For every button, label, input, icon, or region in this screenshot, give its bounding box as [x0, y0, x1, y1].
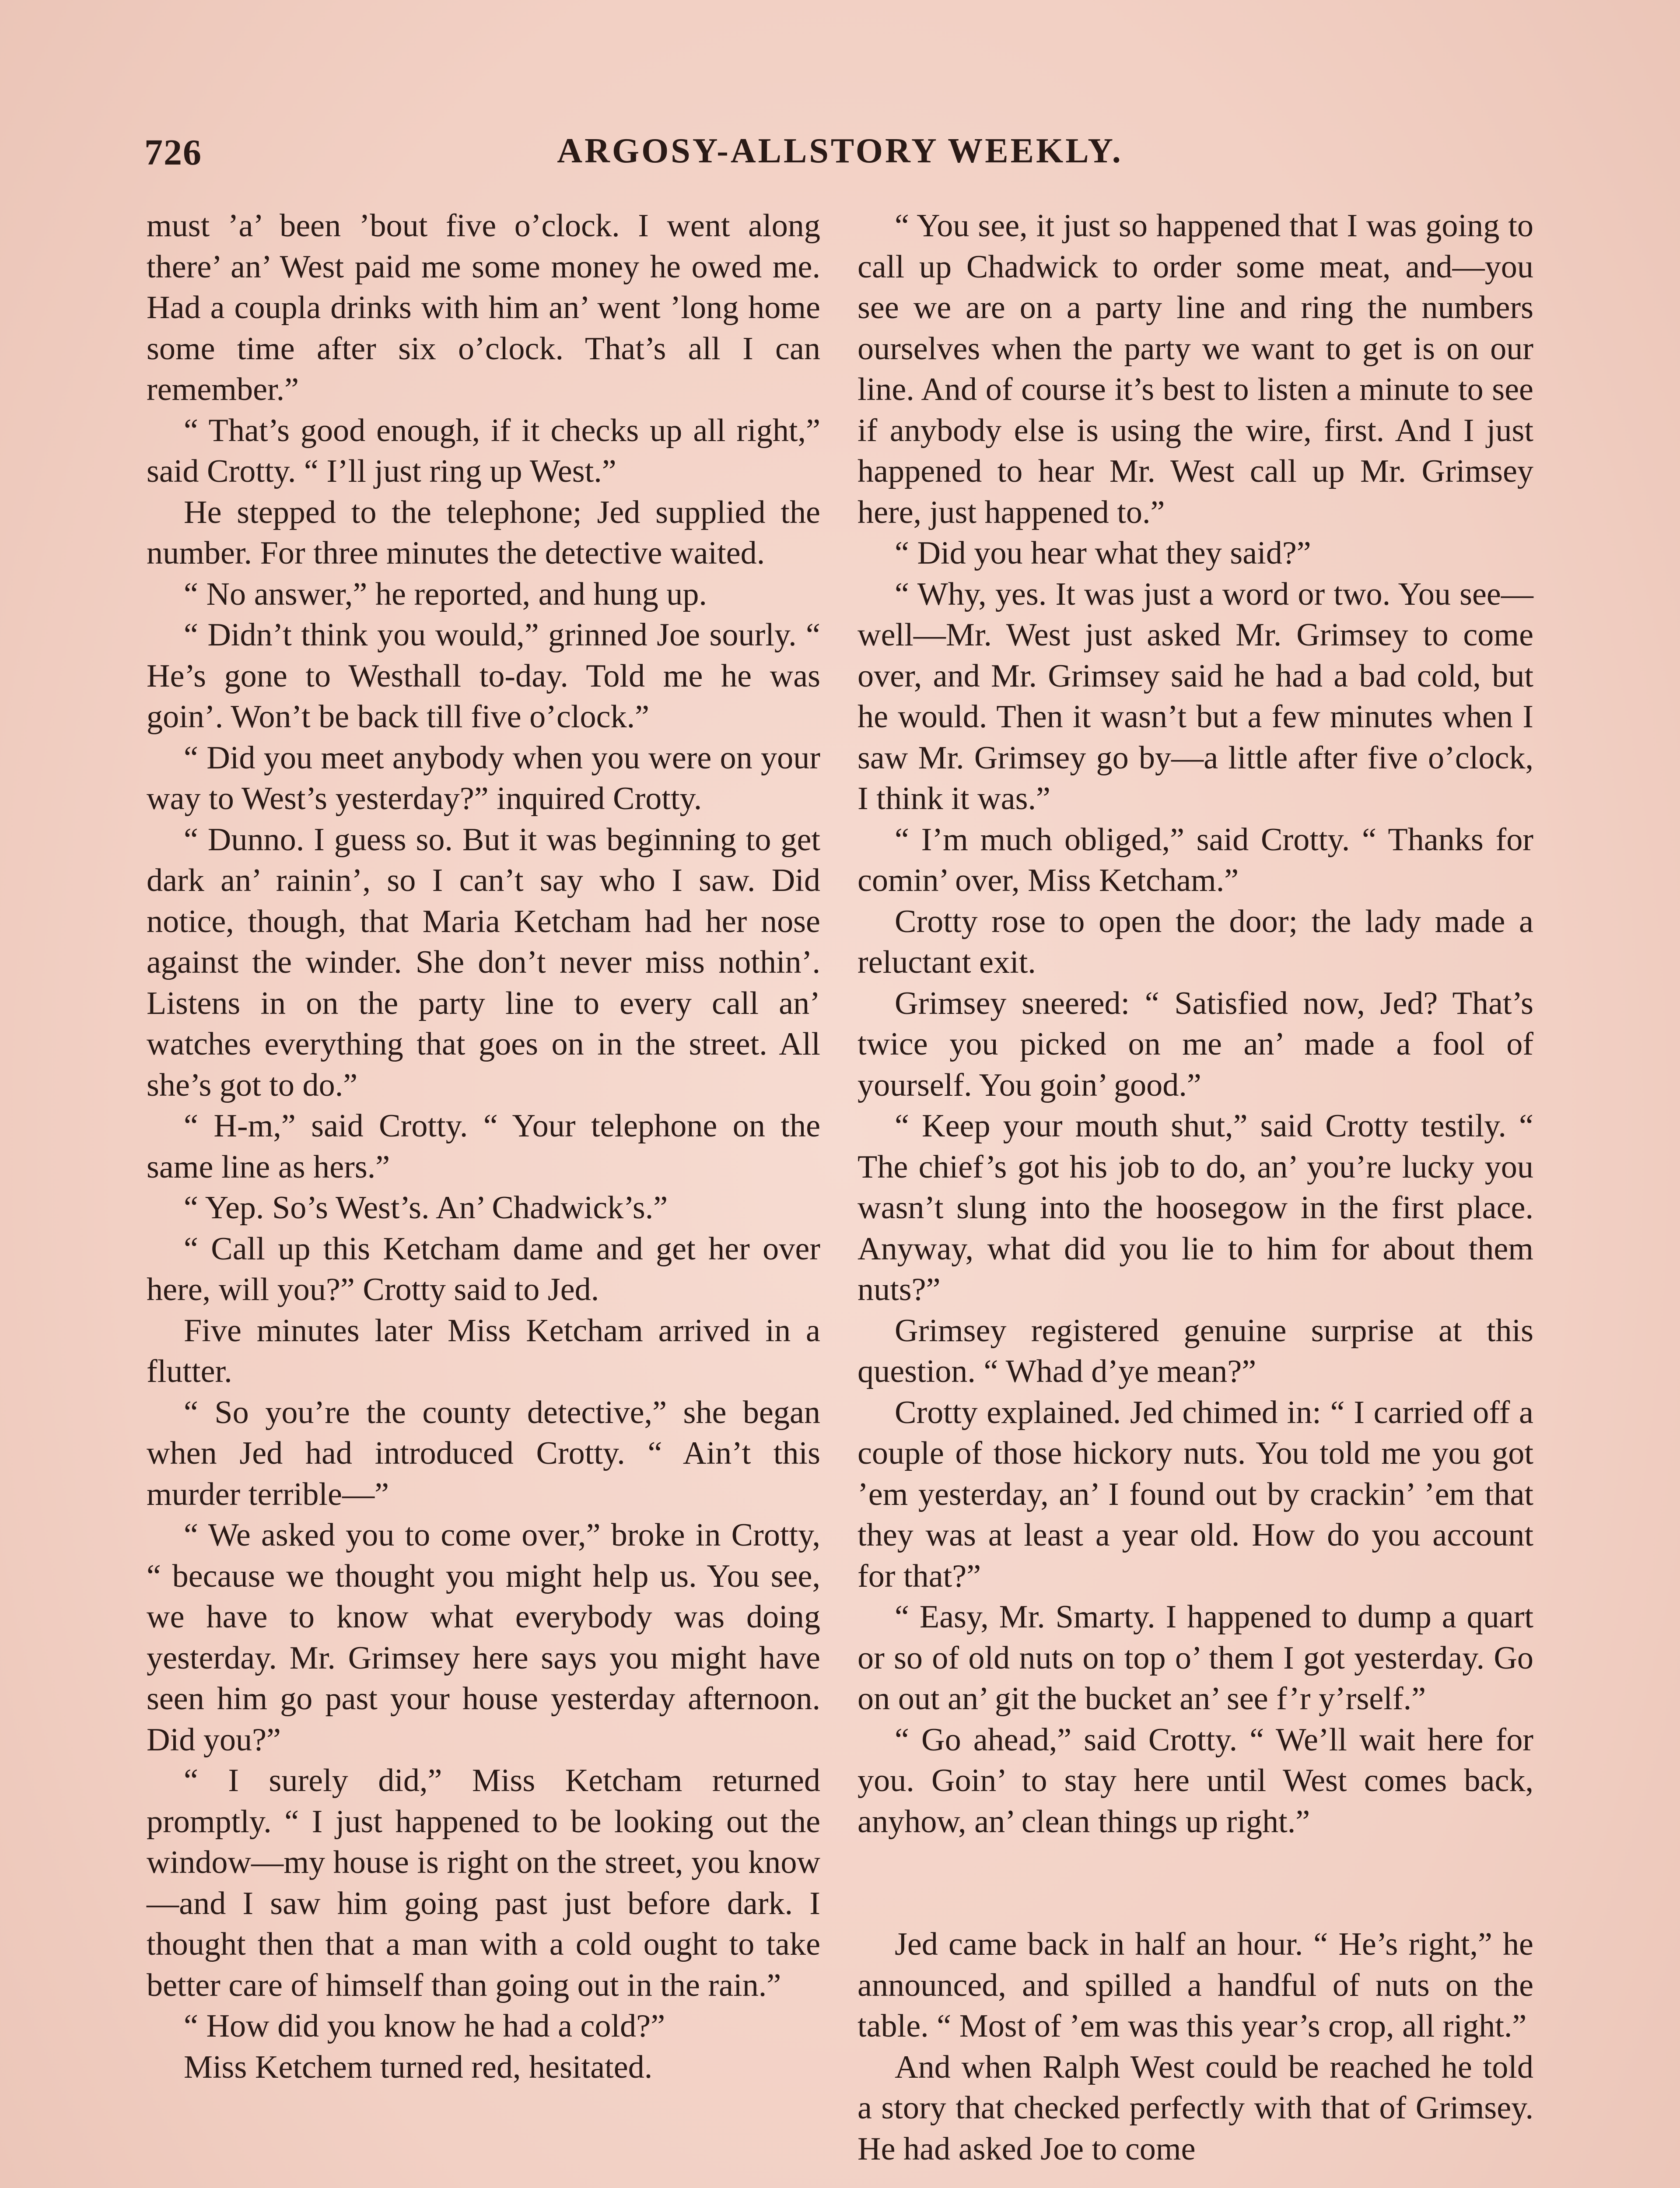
paragraph: And when Ralph West could be reached he told a story that checked perfectly with that of Grimsey. He had asked Joe to come: [858, 2049, 1533, 2167]
paragraph: Jed came back in half an hour. “ He’s right,” he announced, and spilled a handful of nuts on the table. “ Most of ’em was this year’s crop, all right.”: [858, 1926, 1533, 2044]
running-title: ARGOSY-ALLSTORY WEEKLY.: [557, 132, 1123, 170]
paragraph: Grimsey sneered: “ Satisfied now, Jed? That’s twice you picked on me an’ made a fool of yourself. You goin’ good.”: [858, 985, 1533, 1103]
paragraph: “ Call up this Ketcham dame and get her over here, will you?” Crotty said to Jed.: [147, 1231, 820, 1308]
page-header: [144, 131, 1536, 184]
paragraph: “ How did you know he had a cold?”: [184, 2008, 665, 2044]
paragraph: “ I surely did,” Miss Ketcham returned promptly. “ I just happened to be looking out the window—my house is right on the street, you know—and I saw him going past just before dark. I thought then that a man with a cold ought to take better care of himself than going out in the rain.”: [147, 1763, 820, 2003]
paragraph: Grimsey registered genuine surprise at this question. “ Whad d’ye mean?”: [858, 1312, 1533, 1389]
paragraph: “ Dunno. I guess so. But it was beginning to get dark an’ rainin’, so I can’t say who I saw. Did notice, though, that Maria Ketcham had her nose against the winder. She don’t never miss nothin’. Listens in on the party line to every call an’ watches everything that goes on in the street. All she’s got to do.”: [147, 821, 820, 1103]
paragraph: “ You see, it just so happened that I was going to call up Chadwick to order some meat, and—you see we are on a party line and ring the numbers ourselves when the party we want to get is on our line. And of course it’s best to listen a minute to see if anybody else is using the wire, first. And I just happened to hear Mr. West call up Mr. Grimsey here, just happened to.”: [858, 208, 1533, 530]
paragraph: “ No answer,” he reported, and hung up.: [184, 576, 707, 612]
paragraph: “ Did you meet anybody when you were on your way to West’s yesterday?” inquired Crotty.: [147, 740, 820, 817]
paragraph: “ Didn’t think you would,” grinned Joe sourly. “ He’s gone to Westhall to-day. Told me he was goin’. Won’t be back till five o’clock.”: [147, 617, 820, 735]
paragraph: “ Easy, Mr. Smarty. I happened to dump a quart or so of old nuts on top o’ them I got yesterday. Go on out an’ git the bucket an’ see f’r y’rself.”: [858, 1599, 1533, 1717]
paragraph: must ’a’ been ’bout five o’clock. I went along there’ an’ West paid me some money he owed me. Had a coupla drinks with him an’ went ’long home some time after six o’clock. That’s all I can remember.”: [147, 208, 820, 407]
paragraph: Five minutes later Miss Ketcham arrived in a flutter.: [147, 1312, 820, 1389]
paragraph: “ Did you hear what they said?”: [895, 535, 1311, 571]
paragraph: He stepped to the telephone; Jed supplied the number. For three minutes the detective waited.: [147, 494, 820, 571]
paragraph: Crotty rose to open the door; the lady made a reluctant exit.: [858, 903, 1533, 980]
left-text-column: [147, 206, 820, 2088]
paragraph: “ We asked you to come over,” broke in Crotty, “ because we thought you might help us. You see, we have to know what everybody was doing yesterday. Mr. Grimsey here says you might have seen him go past your house yesterday afternoon. Did you?”: [147, 1517, 820, 1758]
paragraph: “ I’m much obliged,” said Crotty. “ Thanks for comin’ over, Miss Ketcham.”: [858, 821, 1533, 898]
right-text-column: [858, 206, 1533, 2170]
paragraph: Crotty explained. Jed chimed in: “ I carried off a couple of those hickory nuts. You told me you got ’em yesterday, an’ I found out by crackin’ ’em that they was at least a year old. How do you account for that?”: [858, 1394, 1533, 1594]
paragraph: “ Why, yes. It was just a word or two. You see—well—Mr. West just asked Mr. Grimsey to come over, and Mr. Grimsey said he had a bad cold, but he would. Then it wasn’t but a few minutes when I saw Mr. Grimsey go by—a little after five o’clock, I think it was.”: [858, 576, 1533, 817]
paragraph: “ So you’re the county detective,” she began when Jed had introduced Crotty. “ Ain’t this murder terrible—”: [147, 1394, 820, 1512]
paragraph: “ Yep. So’s West’s. An’ Chadwick’s.”: [184, 1190, 668, 1226]
paragraph: “ Keep your mouth shut,” said Crotty testily. “ The chief’s got his job to do, an’ you’re lucky you wasn’t slung into the hoosegow in the first place. Anyway, what did you lie to him for about them nuts?”: [858, 1108, 1533, 1308]
paragraph: “ That’s good enough, if it checks up all right,” said Crotty. “ I’ll just ring up West.”: [147, 412, 820, 489]
paragraph: “ H-m,” said Crotty. “ Your telephone on the same line as hers.”: [147, 1108, 820, 1185]
paragraph: Miss Ketchem turned red, hesitated.: [184, 2049, 653, 2085]
page-number: 726: [144, 132, 202, 173]
section-break: [858, 1842, 1533, 1924]
paragraph: “ Go ahead,” said Crotty. “ We’ll wait here for you. Goin’ to stay here until West comes back, anyhow, an’ clean things up right.”: [858, 1722, 1533, 1840]
